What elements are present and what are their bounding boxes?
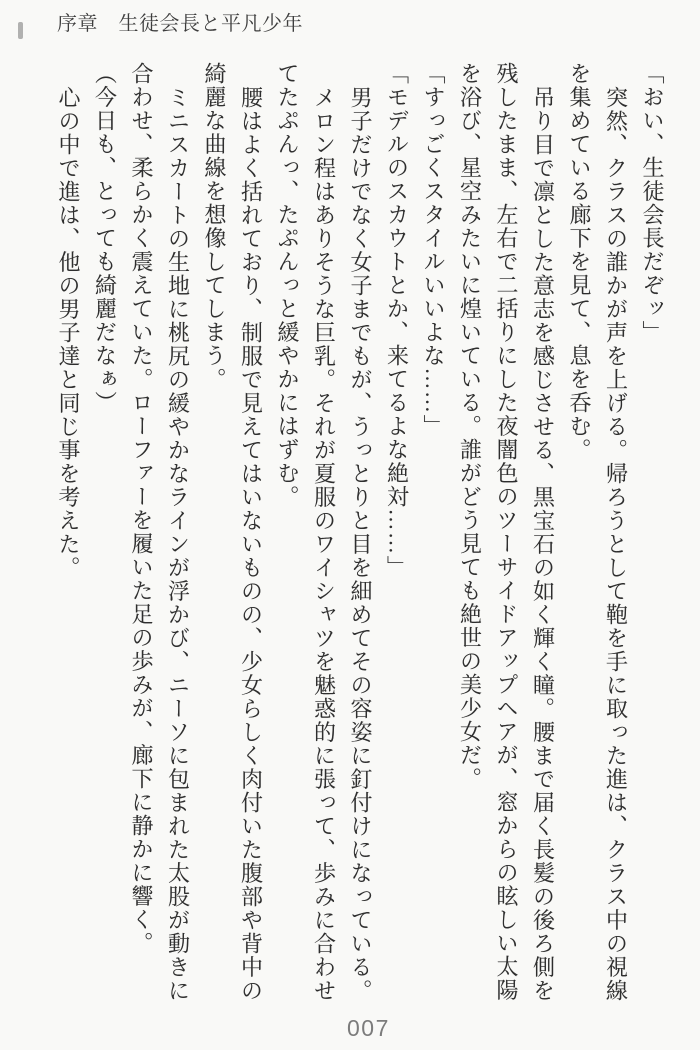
chapter-running-head: 序章 生徒会長と平凡少年 (57, 13, 303, 35)
text-line: 突然、クラスの誰かが声を上げる。帰ろうとして鞄を手に取った進は、クラス中の視線 (603, 85, 629, 1002)
text-line: 綺麗な曲線を想像してしまう。 (202, 62, 227, 391)
text-line: 残したまま、左右で二括りにした夜闇色のツーサイドアップヘアが、窓からの眩しい太陽 (494, 62, 519, 1002)
text-line: 合わせ、柔らかく震えていた。ローファーを履いた足の歩みが、廊下に静かに響く。 (129, 62, 154, 955)
text-line: 心の中で進は、他の男子達と同じ事を考えた。 (56, 85, 81, 579)
page-number: 007 (347, 1015, 390, 1041)
text-line: （今日も、とっても綺麗だなぁ） (92, 62, 118, 415)
text-line: 腰はよく括れており、制服で見えてはいないものの、少女らしく肉付いた腹部や背中の (238, 85, 264, 1002)
text-line: 「おい、生徒会長だぞッ」 (640, 62, 665, 344)
text-line: 吊り目で凛とした意志を感じさせる、黒宝石の如く輝く瞳。腰まで届く長髪の後ろ側を (530, 85, 556, 1002)
text-line: 「すっごくスタイルいいよな……」 (421, 62, 446, 438)
text-line: 「モデルのスカウトとか、来てるよな絶対……」 (384, 62, 410, 579)
text-line: ミニスカートの生地に桃尻の緩やかなラインが浮かび、ニーソに包まれた太股が動きに (165, 85, 191, 1002)
text-line: 男子だけでなく女子までもが、うっとりと目を細めてその容姿に釘付けになっている。 (348, 85, 373, 1002)
text-line: メロン程はありそうな巨乳。それが夏服のワイシャツを魅惑的に張って、歩みに合わせ (311, 85, 337, 1002)
scan-artifact (18, 22, 23, 39)
text-line: を集めている廊下を見て、息を呑む。 (567, 62, 592, 462)
body-text (50, 62, 671, 1010)
text-line: を浴び、星空みたいに煌いている。誰がどう見ても絶世の美少女だ。 (457, 62, 483, 791)
text-line: てたぷんっ、たぷんっと緩やかにはずむ。 (275, 62, 300, 509)
